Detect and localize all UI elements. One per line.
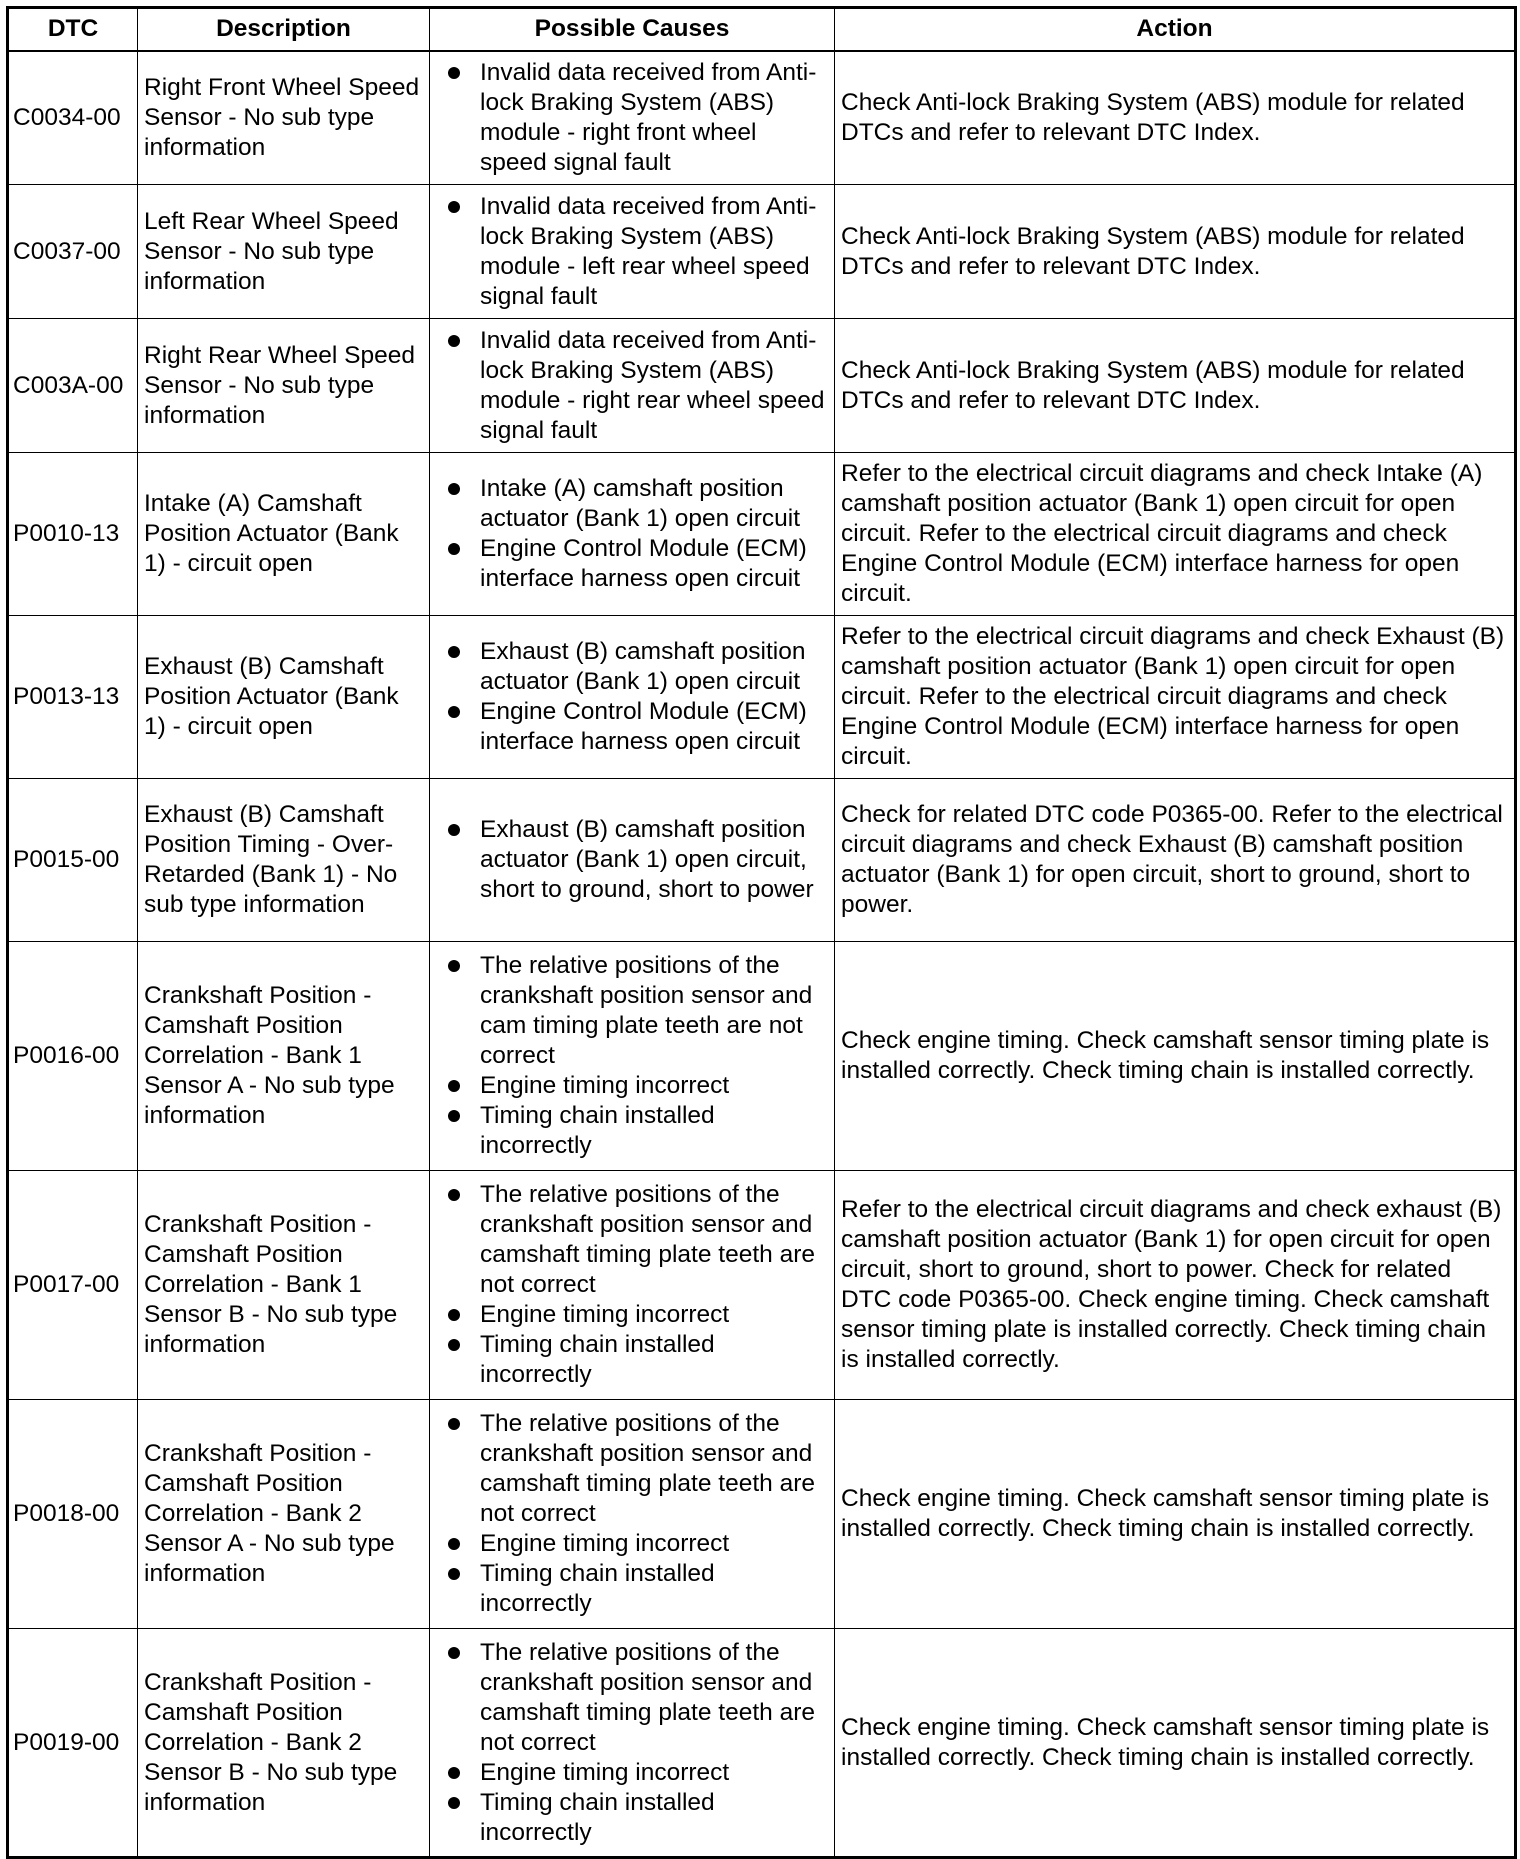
dtc-description: Crankshaft Position - Camshaft Position Correlation - Bank 2 Sensor B - No sub type information: [138, 1629, 430, 1858]
possible-cause-item: Invalid data received from Anti-lock Braking System (ABS) module - left rear wheel speed signal fault: [436, 192, 828, 312]
possible-causes-cell: [430, 942, 835, 1171]
table-row: [8, 616, 1516, 779]
possible-causes-cell: [430, 616, 835, 779]
possible-cause-item: Engine timing incorrect: [436, 1529, 828, 1559]
dtc-action: Check engine timing. Check camshaft sensor timing plate is installed correctly. Check timing chain is installed correctly.: [835, 942, 1516, 1171]
dtc-code: P0017-00: [8, 1171, 138, 1400]
dtc-code: P0010-13: [8, 453, 138, 616]
possible-cause-item: Engine timing incorrect: [436, 1758, 828, 1788]
dtc-code: P0015-00: [8, 779, 138, 942]
possible-causes-cell: [430, 51, 835, 185]
table-row: [8, 319, 1516, 453]
dtc-code: P0013-13: [8, 616, 138, 779]
possible-causes-cell: [430, 779, 835, 942]
possible-causes-cell: [430, 1400, 835, 1629]
header-row: [8, 8, 1516, 51]
table-row: [8, 453, 1516, 616]
possible-cause-item: Intake (A) camshaft position actuator (Bank 1) open circuit: [436, 474, 828, 534]
dtc-action: Check Anti-lock Braking System (ABS) module for related DTCs and refer to relevant DTC Index.: [835, 51, 1516, 185]
possible-causes-list: [436, 474, 828, 594]
dtc-code: C0034-00: [8, 51, 138, 185]
possible-causes-list: [436, 58, 828, 178]
possible-cause-item: Timing chain installed incorrectly: [436, 1101, 828, 1161]
dtc-code: P0018-00: [8, 1400, 138, 1629]
dtc-action: Check Anti-lock Braking System (ABS) module for related DTCs and refer to relevant DTC Index.: [835, 185, 1516, 319]
possible-cause-item: Invalid data received from Anti-lock Braking System (ABS) module - right rear wheel speed signal fault: [436, 326, 828, 446]
dtc-description: Crankshaft Position - Camshaft Position Correlation - Bank 1 Sensor B - No sub type information: [138, 1171, 430, 1400]
possible-cause-item: Engine timing incorrect: [436, 1071, 828, 1101]
possible-causes-list: [436, 192, 828, 312]
possible-cause-item: Engine timing incorrect: [436, 1300, 828, 1330]
possible-cause-item: Engine Control Module (ECM) interface harness open circuit: [436, 697, 828, 757]
header-description: Description: [138, 8, 430, 51]
dtc-description: Exhaust (B) Camshaft Position Timing - Over-Retarded (Bank 1) - No sub type information: [138, 779, 430, 942]
dtc-description: Left Rear Wheel Speed Sensor - No sub type information: [138, 185, 430, 319]
header-action: Action: [835, 8, 1516, 51]
dtc-code: C003A-00: [8, 319, 138, 453]
possible-causes-cell: [430, 185, 835, 319]
dtc-description: Right Front Wheel Speed Sensor - No sub type information: [138, 51, 430, 185]
table-row: [8, 779, 1516, 942]
dtc-code: P0016-00: [8, 942, 138, 1171]
possible-cause-item: The relative positions of the crankshaft position sensor and camshaft timing plate teeth are not correct: [436, 1638, 828, 1758]
possible-causes-list: [436, 1409, 828, 1619]
dtc-action: Refer to the electrical circuit diagrams and check exhaust (B) camshaft position actuator (Bank 1) for open circuit for open circuit, short to ground, short to power. Check for related DTC code P0365-00. Check engine timing. Check camshaft sensor timing plate is installed correctly. Check timing chain is installed correctly.: [835, 1171, 1516, 1400]
table-row: [8, 1400, 1516, 1629]
dtc-action: Refer to the electrical circuit diagrams and check Intake (A) camshaft position actuator (Bank 1) open circuit for open circuit. Refer to the electrical circuit diagrams and check Engine Control Module (ECM) interface harness for open circuit.: [835, 453, 1516, 616]
dtc-action: Check for related DTC code P0365-00. Refer to the electrical circuit diagrams and check Exhaust (B) camshaft position actuator (Bank 1) for open circuit, short to ground, short to power.: [835, 779, 1516, 942]
possible-cause-item: Exhaust (B) camshaft position actuator (Bank 1) open circuit, short to ground, short to power: [436, 815, 828, 905]
possible-cause-item: Timing chain installed incorrectly: [436, 1559, 828, 1619]
possible-causes-list: [436, 326, 828, 446]
possible-cause-item: Exhaust (B) camshaft position actuator (Bank 1) open circuit: [436, 637, 828, 697]
table-row: [8, 942, 1516, 1171]
possible-causes-list: [436, 1638, 828, 1848]
dtc-code: P0019-00: [8, 1629, 138, 1858]
possible-causes-list: [436, 951, 828, 1161]
dtc-description: Exhaust (B) Camshaft Position Actuator (Bank 1) - circuit open: [138, 616, 430, 779]
table-row: [8, 185, 1516, 319]
possible-cause-item: Timing chain installed incorrectly: [436, 1330, 828, 1390]
possible-causes-cell: [430, 1171, 835, 1400]
table-row: [8, 1629, 1516, 1858]
dtc-description: Right Rear Wheel Speed Sensor - No sub type information: [138, 319, 430, 453]
dtc-description: Crankshaft Position - Camshaft Position Correlation - Bank 2 Sensor A - No sub type information: [138, 1400, 430, 1629]
possible-causes-cell: [430, 1629, 835, 1858]
table-row: [8, 51, 1516, 185]
dtc-action: Refer to the electrical circuit diagrams and check Exhaust (B) camshaft position actuator (Bank 1) open circuit for open circuit. Refer to the electrical circuit diagrams and check Engine Control Module (ECM) interface harness for open circuit.: [835, 616, 1516, 779]
table-body: [8, 51, 1516, 1858]
dtc-code: C0037-00: [8, 185, 138, 319]
dtc-action: Check engine timing. Check camshaft sensor timing plate is installed correctly. Check timing chain is installed correctly.: [835, 1400, 1516, 1629]
possible-cause-item: Invalid data received from Anti-lock Braking System (ABS) module - right front wheel speed signal fault: [436, 58, 828, 178]
possible-causes-list: [436, 1180, 828, 1390]
possible-causes-list: [436, 815, 828, 905]
dtc-description: Crankshaft Position - Camshaft Position Correlation - Bank 1 Sensor A - No sub type information: [138, 942, 430, 1171]
possible-causes-cell: [430, 453, 835, 616]
possible-cause-item: Engine Control Module (ECM) interface harness open circuit: [436, 534, 828, 594]
header-possible-causes: Possible Causes: [430, 8, 835, 51]
possible-cause-item: Timing chain installed incorrectly: [436, 1788, 828, 1848]
possible-cause-item: The relative positions of the crankshaft position sensor and camshaft timing plate teeth are not correct: [436, 1409, 828, 1529]
possible-causes-cell: [430, 319, 835, 453]
possible-cause-item: The relative positions of the crankshaft position sensor and cam timing plate teeth are not correct: [436, 951, 828, 1071]
dtc-action: Check engine timing. Check camshaft sensor timing plate is installed correctly. Check timing chain is installed correctly.: [835, 1629, 1516, 1858]
header-dtc: DTC: [8, 8, 138, 51]
possible-cause-item: The relative positions of the crankshaft position sensor and camshaft timing plate teeth are not correct: [436, 1180, 828, 1300]
possible-causes-list: [436, 637, 828, 757]
table-row: [8, 1171, 1516, 1400]
dtc-table: [6, 6, 1517, 1859]
dtc-description: Intake (A) Camshaft Position Actuator (Bank 1) - circuit open: [138, 453, 430, 616]
dtc-action: Check Anti-lock Braking System (ABS) module for related DTCs and refer to relevant DTC Index.: [835, 319, 1516, 453]
